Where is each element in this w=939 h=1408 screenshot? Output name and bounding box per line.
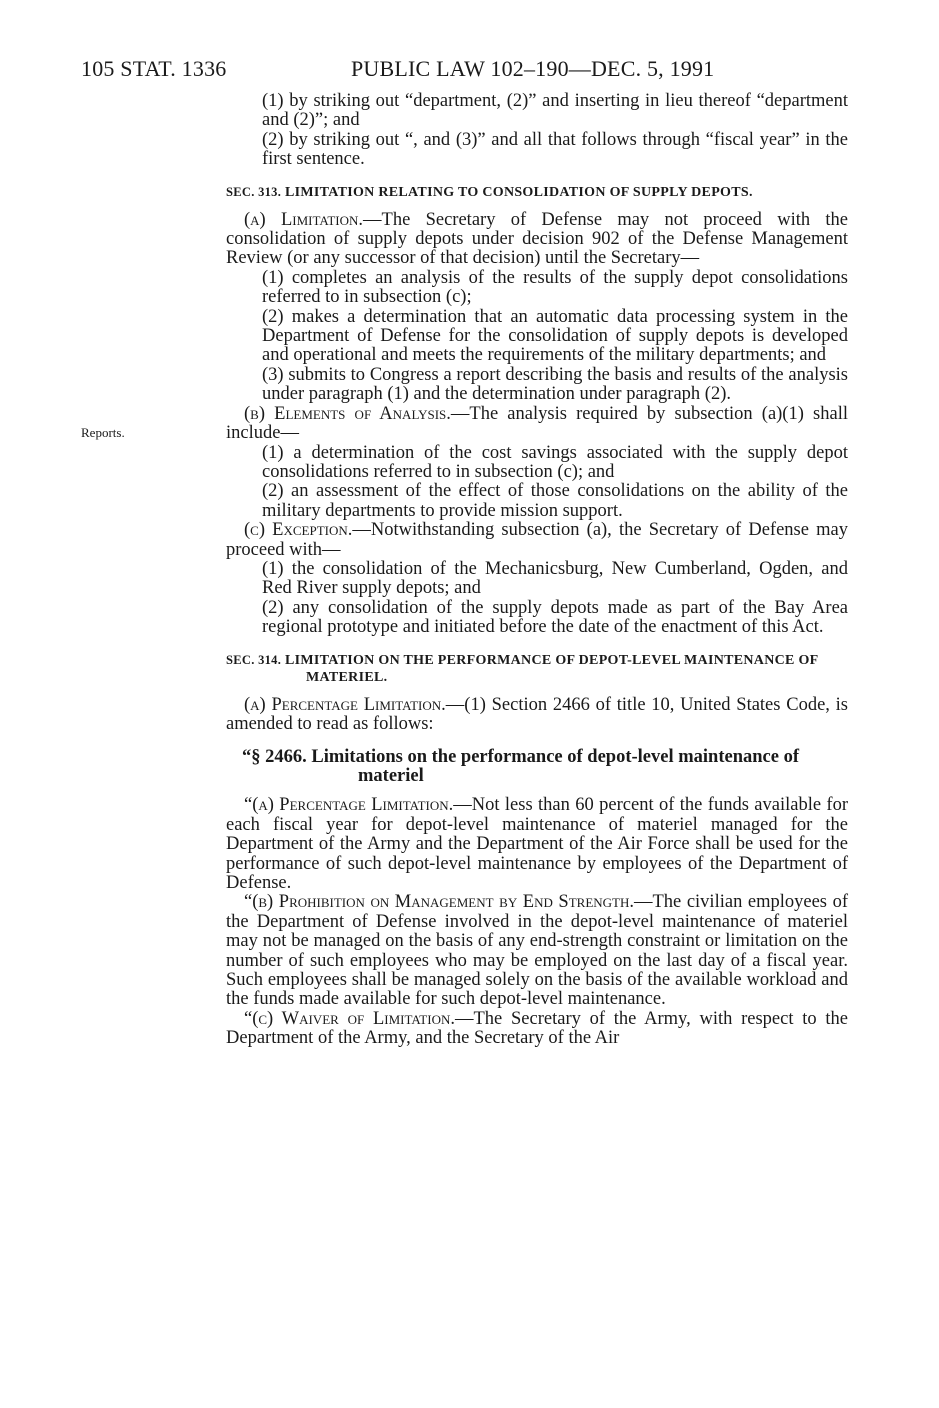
subsection-text: —(1) Section 2466 of title 10, United States Code, is amended to read as follows: — [226, 694, 848, 734]
subsection-label: (a) Limitation. — [244, 209, 364, 230]
subsection-a — [226, 696, 848, 735]
code-subsection-a — [226, 796, 848, 893]
subsection-label: “(b) Prohibition on Management by End Strength. — [244, 892, 634, 913]
page-body — [226, 92, 848, 1049]
code-subsection-b — [226, 893, 848, 1009]
paragraph: (3) submits to Congress a report describing the basis and results of the analysis under paragraph (1) and the determination under paragraph (2). — [262, 364, 848, 405]
section-number: SEC. 313. — [226, 184, 282, 199]
paragraph: (2) an assessment of the effect of those consolidations on the ability of the military departments to provide mission support. — [262, 481, 848, 521]
page-stat-citation: 105 STAT. 1336 — [81, 56, 227, 81]
subsection-label: (b) Elements of Analysis. — [244, 403, 451, 424]
subsection-text: —Notwithstanding subsection (a), the Secretary of Defense may proceed with— — [226, 520, 848, 560]
paragraph: (2) by striking out “, and (3)” and all that follows through “fiscal year” in the first sentence. — [262, 129, 848, 170]
paragraph: (1) completes an analysis of the results of the supply depot consolidations referred to in subsection (c); — [262, 267, 848, 308]
subsection-text: —The Secretary of the Army, with respect to the Department of the Army, and the Secretary of the Air — [226, 1008, 848, 1049]
section-title: LIMITATION ON THE PERFORMANCE OF DEPOT-LEVEL MAINTENANCE OF MATERIEL. — [284, 652, 818, 685]
subsection-text: —Not less than 60 percent of the funds available for each fiscal year for depot-level maintenance of materiel managed for the Department of the Army and the Department of the Air Force shall be used for the performance of such depot-level maintenance by employees of the Department of Defense. — [226, 795, 848, 893]
subsection-label: (a) Percentage Limitation. — [244, 694, 446, 715]
paragraph: (1) by striking out “department, (2)” and inserting in lieu thereof “department and (2)”; and — [262, 91, 848, 131]
section-number: SEC. 314. — [226, 652, 282, 667]
subsection-text: —The civilian employees of the Department of Defense involved in the depot-level maintenance of materiel may not be managed on the basis of any end-strength constraint or limitation on the number of such employees who may be employed on the last day of a fiscal year. Such employees shall be managed solely on the basis of the available workload and the funds made available for such depot-level maintenance. — [226, 892, 848, 1010]
paragraph: (2) any consolidation of the supply depots made as part of the Bay Area regional prototype and initiated before the date of the enactment of this Act. — [262, 597, 848, 638]
code-section-heading: “§ 2466. Limitations on the performance of depot-level maintenance of materiel — [242, 747, 799, 787]
subsection-text: —The Secretary of Defense may not proceed with the consolidation of supply depots under decision 902 of the Defense Management Review (or any successor of that decision) until the Secretary— — [226, 209, 848, 269]
paragraph: (1) the consolidation of the Mechanicsburg, New Cumberland, Ogden, and Red River supply depots; and — [262, 558, 848, 599]
subsection-label: “(a) Percentage Limitation. — [244, 795, 454, 816]
subsection-label: “(c) Waiver of Limitation. — [244, 1008, 455, 1029]
paragraph: (1) a determination of the cost savings associated with the supply depot consolidations referred to in subsection (c); and — [262, 442, 848, 482]
subsection-label: (c) Exception. — [244, 520, 353, 541]
subsection-text: —The analysis required by subsection (a)(1) shall include— — [226, 403, 848, 444]
section-title: LIMITATION RELATING TO CONSOLIDATION OF SUPPLY DEPOTS. — [284, 184, 753, 200]
running-header: PUBLIC LAW 102–190—DEC. 5, 1991 — [351, 56, 715, 81]
paragraph: (2) makes a determination that an automatic data processing system in the Department of Defense for the consolidation of supply depots is developed and operational and meets the requirements of the military departments; and — [262, 306, 848, 366]
section-313-heading — [226, 184, 848, 201]
margin-note-reports: Reports. — [81, 425, 125, 440]
section-314-heading — [226, 652, 848, 686]
code-subsection-c — [226, 1010, 848, 1049]
subsection-a — [226, 211, 848, 269]
subsection-c — [226, 521, 848, 560]
subsection-b — [226, 405, 848, 444]
